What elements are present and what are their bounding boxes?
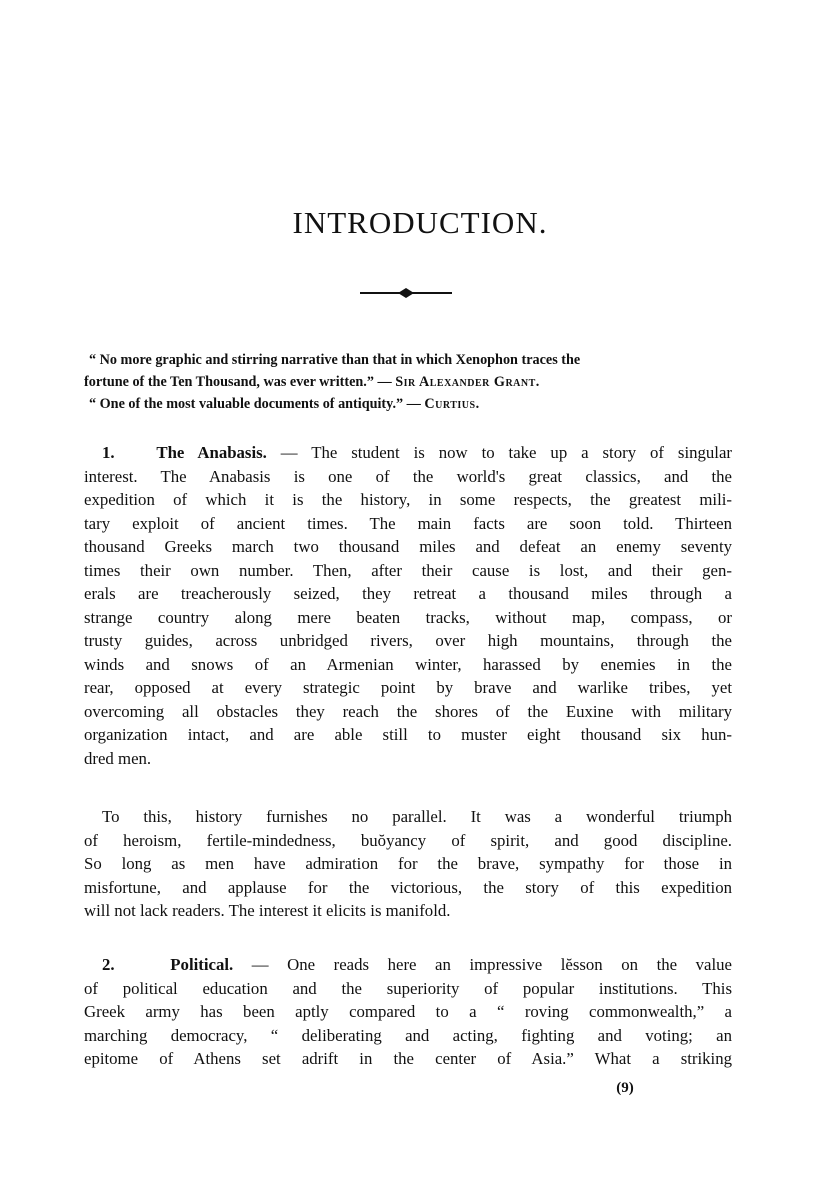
text-line: overcoming all obstacles they reach the shores of the Euxine with military xyxy=(84,701,732,721)
text-line: of heroism, fertile-mindedness, buŏyancy of spirit, and good discipline. xyxy=(84,830,732,850)
section-number: 2. xyxy=(102,955,115,974)
section-1-paragraph xyxy=(84,441,732,770)
page-number: (9) xyxy=(616,1080,634,1096)
epigraph-1-author: Sir Alexander Grant. xyxy=(395,374,540,390)
text-line: epitome of Athens set adrift in the center of Asia.” What a striking xyxy=(84,1049,732,1068)
section-1-continuation xyxy=(84,805,732,923)
text-line: rear, opposed at every strategic point by brave and warlike tribes, yet xyxy=(84,678,732,697)
section-2-lead-line xyxy=(84,953,732,977)
text-line: So long as men have admiration for the brave, sympathy for those in xyxy=(84,854,732,873)
section-2-paragraph xyxy=(84,953,732,1071)
section-1-lead-line xyxy=(84,441,732,465)
section-number: 1. xyxy=(102,443,115,462)
ornament-divider xyxy=(360,286,452,300)
text-line: misfortune, and applause for the victorious, the story of this expedition xyxy=(84,877,732,897)
epigraphs xyxy=(84,349,732,415)
epigraph-1-line-2 xyxy=(84,371,732,393)
text-line: winds and snows of an Armenian winter, harassed by enemies in the xyxy=(84,654,732,674)
section-title: Political. xyxy=(170,955,234,974)
text-line: expedition of which it is the history, in some respects, the greatest mili- xyxy=(84,490,732,509)
epigraph-2-author: Curtius. xyxy=(424,396,480,412)
text-line: strange country along mere beaten tracks, without map, compass, or xyxy=(84,607,732,627)
text-line: To this, history furnishes no parallel. It was a wonderful triumph xyxy=(102,807,732,826)
text-line: thousand Greeks march two thousand miles and defeat an enemy seventy xyxy=(84,537,732,556)
section-lead: — The student is now to take up a story of singular xyxy=(266,443,732,462)
text-line: of political education and the superiority of popular institutions. This xyxy=(84,978,732,998)
text-line: organization intact, and are able still to muster eight thousand six hun- xyxy=(84,725,732,744)
epigraph-1-text: fortune of the Ten Thousand, was ever written.” — xyxy=(84,374,396,390)
text-line: Greek army has been aptly compared to a “ roving commonwealth,” a xyxy=(84,1002,732,1021)
text-line: erals are treacherously seized, they retreat a thousand miles through a xyxy=(84,584,732,603)
text-line: marching democracy, “ deliberating and acting, fighting and voting; an xyxy=(84,1025,732,1045)
epigraph-2-text: “ One of the most valuable documents of antiquity.” — xyxy=(89,396,425,412)
text-line: will not lack readers. The interest it elicits is manifold. xyxy=(84,901,451,920)
text-line: interest. The Anabasis is one of the world's great classics, and the xyxy=(84,466,732,486)
text-line: dred men. xyxy=(84,748,152,768)
epigraph-1-line-1: “ No more graphic and stirring narrative than that in which Xenophon traces the xyxy=(89,352,581,368)
text-line: trusty guides, across unbridged rivers, over high mountains, through the xyxy=(84,631,732,650)
text-line: tary exploit of ancient times. The main facts are soon told. Thirteen xyxy=(84,513,732,533)
section-lead: — One reads here an impressive lĕsson on the value xyxy=(233,955,732,974)
epigraph-2 xyxy=(84,393,732,415)
text-line: times their own number. Then, after their cause is lost, and their gen- xyxy=(84,560,732,580)
section-title: The Anabasis. xyxy=(156,443,267,462)
page-title: INTRODUCTION. xyxy=(292,205,548,240)
